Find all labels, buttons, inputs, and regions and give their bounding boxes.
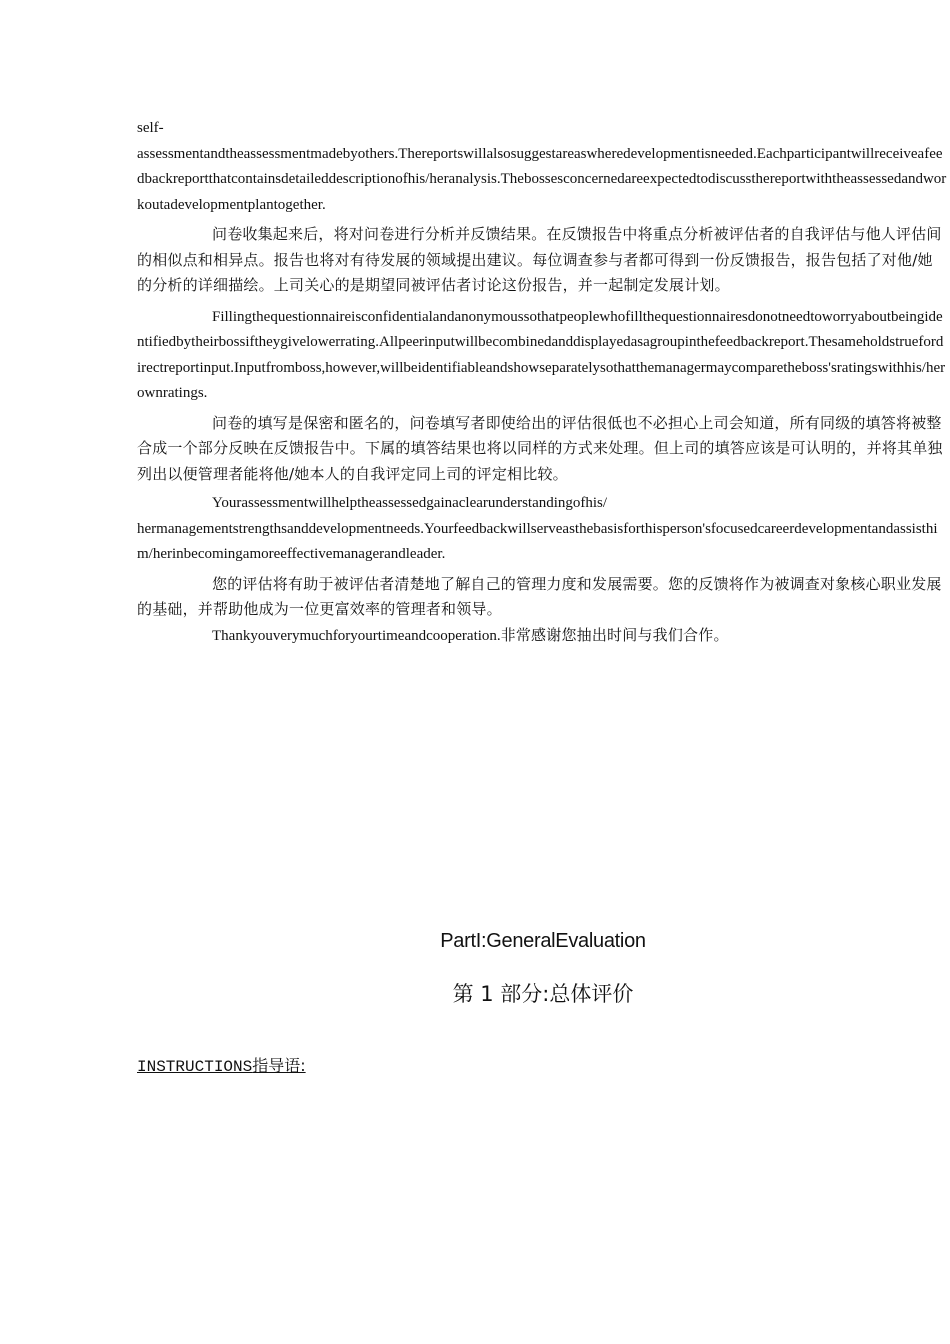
- thanks-text-zh: 非常感谢您抽出时间与我们合作。: [500, 625, 729, 644]
- paragraph-assessment-purpose: [137, 491, 947, 568]
- paragraph-confidentiality: Fillingthequestionnaireisconfidentialandanonymoussothatpeoplewhofillthequestionnairesdonotneedtoworryaboutbeingidentifiedbytheirbossiftheygivelowerrating.Allpeerinputwillbecombinedanddisplayedasagroupinthefeedbackreport.Thesameholdstruefordirectreportinput.Inputfromboss,however,willbeidentifiableandshowseparatelysothatthemanagermaycomparetheboss'sratingswithhis/herownratings.: [137, 308, 946, 401]
- instructions-label: INSTRUCTIONS: [137, 1058, 253, 1076]
- section-title: PartI:GeneralEvaluation: [440, 930, 646, 952]
- paragraph-confidentiality-zh: 问卷的填写是保密和匿名的，问卷填写者即使给出的评估很低也不必担心上司会知道，所有同级的填答将被整合成一个部分反映在反馈报告中。下属的填答结果也将以同样的方式来处理。但上司的填答应该是可认明的，并将其单独列出以便管理者能将他/她本人的自我评定同上司的评定相比较。: [137, 413, 943, 483]
- instructions-label-zh: 指导语:: [252, 1056, 306, 1075]
- paragraph-line: self-: [137, 120, 164, 136]
- paragraph-line: Yourassessmentwillhelptheassessedgainaclearunderstandingofhis/: [212, 495, 608, 511]
- paragraph-text: hermanagementstrengthsanddevelopmentneeds.Yourfeedbackwillserveasthebasisforthisperson'sfocusedcareerdevelopmentandassisthim/herinbecomingamoreeffectivemanagerandleader.: [137, 520, 938, 562]
- instructions-heading: [137, 1053, 306, 1076]
- paragraph-text: assessmentandtheassessmentmadebyothers.Thereportswillalsosuggestareaswheredevelopmentisneeded.Eachparticipantwillreceiveafeedbackreportthatcontainsdetaileddescriptionofhis/heranalysis.Thebossesconcernedareexpectedtodiscussthereportwiththeassessedandworkoutadevelopmentplantogether.: [137, 145, 947, 213]
- paragraph-thanks: [137, 623, 947, 650]
- paragraph-report-description: [137, 116, 947, 218]
- paragraph-assessment-purpose-zh: 您的评估将有助于被评估者清楚地了解自己的管理力度和发展需要。您的反馈将作为被调查对象核心职业发展的基础，并帮助他成为一位更富效率的管理者和领导。: [137, 574, 942, 618]
- section-title-zh: 第 1 部分:总体评价: [452, 982, 634, 1006]
- thanks-text-en: Thankyouverymuchforyourtimeandcooperation.: [212, 627, 501, 644]
- intro-text: [137, 116, 947, 649]
- paragraph-report-description-zh: 问卷收集起来后，将对问卷进行分析并反馈结果。在反馈报告中将重点分析被评估者的自我评估与他人评估间的相似点和相异点。报告也将对有待发展的领域提出建议。每位调查参与者都可得到一份反馈报告，报告包括了对他/她的分析的详细描绘。上司关心的是期望同被评估者讨论这份报告，并一起制定发展计划。: [137, 225, 942, 294]
